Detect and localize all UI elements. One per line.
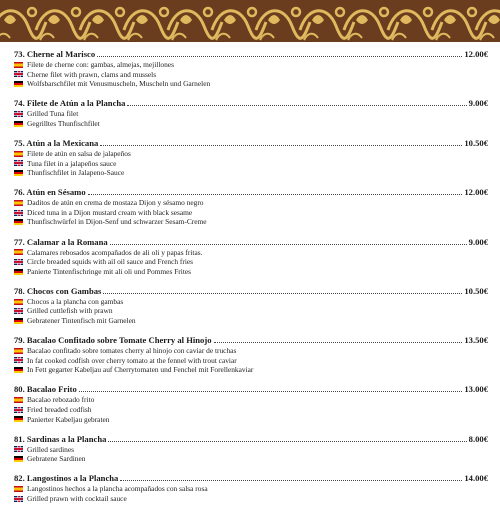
description-text: Cherne filet with prawn, clams and mussels	[27, 69, 157, 79]
description-line	[14, 454, 488, 464]
dish-title: 81. Sardinas a la Plancha	[14, 433, 107, 444]
dotted-leader	[108, 441, 466, 442]
description-text: Grilled sardines	[27, 444, 74, 454]
description-text: Gegrilltes Thunfischfilet	[27, 118, 100, 128]
description-text: Wolfsbarschfilet mit Venusmuscheln, Muscheln und Garnelen	[27, 79, 211, 89]
description-text: Calamares rebosados acompañados de ali oli y papas fritas.	[27, 247, 203, 257]
germany-flag-icon	[14, 416, 23, 422]
dish-header	[14, 237, 488, 248]
menu-list	[14, 49, 488, 513]
description-line	[14, 248, 488, 258]
description-line	[14, 306, 488, 316]
germany-flag-icon	[14, 318, 23, 324]
menu-item	[14, 237, 488, 277]
dish-price: 13.00€	[464, 384, 488, 395]
description-line	[14, 415, 488, 425]
uk-flag-icon	[14, 160, 23, 166]
dish-title: 76. Atún en Sésamo	[14, 187, 86, 198]
description-line	[14, 79, 488, 89]
description-text: Circle breaded squids with ail oil sauce and French fries	[27, 257, 194, 267]
description-text: Grilled Tuna filet	[27, 109, 79, 119]
ornamental-banner	[0, 0, 500, 42]
description-line	[14, 149, 488, 159]
description-line	[14, 484, 488, 494]
description-text: Tuna filet in a jalapeños sauce	[27, 158, 117, 168]
dish-header	[14, 98, 488, 109]
dish-price: 14.00€	[464, 473, 488, 484]
spain-flag-icon	[14, 200, 23, 206]
description-line	[14, 494, 488, 504]
description-line	[14, 70, 488, 80]
uk-flag-icon	[14, 259, 23, 265]
description-line	[14, 257, 488, 267]
spain-flag-icon	[14, 151, 23, 157]
spain-flag-icon	[14, 486, 23, 492]
dotted-leader	[214, 342, 463, 343]
menu-item	[14, 187, 488, 227]
description-line	[14, 445, 488, 455]
description-text: Diced tuna in a Dijon mustard cream with black sesame	[27, 207, 193, 217]
description-line	[14, 159, 488, 169]
description-line	[14, 405, 488, 415]
germany-flag-icon	[14, 81, 23, 87]
dish-price: 10.50€	[464, 285, 488, 296]
uk-flag-icon	[14, 308, 23, 314]
description-line	[14, 365, 488, 375]
description-line	[14, 109, 488, 119]
description-line	[14, 208, 488, 218]
dish-price: 12.00€	[464, 187, 488, 198]
germany-flag-icon	[14, 121, 23, 127]
uk-flag-icon	[14, 407, 23, 413]
uk-flag-icon	[14, 446, 23, 452]
description-line	[14, 217, 488, 227]
description-text: Filete de atún en salsa de jalapeños	[27, 148, 131, 158]
dotted-leader	[79, 391, 463, 392]
dish-header	[14, 286, 488, 297]
spain-flag-icon	[14, 348, 23, 354]
dish-header	[14, 335, 488, 346]
menu-item	[14, 49, 488, 89]
description-text: Gebratener Tintenfisch mit Garnelen	[27, 316, 136, 325]
description-text: Gebratene Sardinen	[27, 454, 86, 464]
description-line	[14, 267, 488, 277]
dish-title: 77. Calamar a la Romana	[14, 236, 108, 247]
dotted-leader	[103, 293, 462, 294]
dish-header	[14, 434, 488, 445]
spain-flag-icon	[14, 299, 23, 305]
germany-flag-icon	[14, 219, 23, 225]
dish-title: 75. Atún a la Mexicana	[14, 137, 99, 148]
description-text: Panierter Kabeljau gebraten	[27, 414, 110, 424]
germany-flag-icon	[14, 456, 23, 462]
description-line	[14, 168, 488, 178]
dish-price: 10.50€	[464, 137, 488, 148]
dish-price: 13.50€	[464, 335, 488, 346]
description-text: Grilled prawn with cocktail sauce	[27, 493, 127, 503]
uk-flag-icon	[14, 496, 23, 502]
uk-flag-icon	[14, 210, 23, 216]
dish-header	[14, 49, 488, 60]
description-text: Thunfischwürfel in Dijon-Senf und schwarzer Sesam-Creme	[27, 217, 207, 227]
description-line	[14, 346, 488, 356]
description-text: Grilled cuttlefish with prawn	[27, 306, 113, 316]
dish-price: 9.00€	[468, 98, 488, 109]
dish-title: 74. Filete de Atún a la Plancha	[14, 98, 126, 109]
menu-item	[14, 473, 488, 503]
description-text: Bacalao confitado sobre tomates cherry al hinojo con caviar de truchas	[27, 346, 237, 356]
dotted-leader	[97, 56, 462, 57]
dotted-leader	[100, 145, 462, 146]
dish-title: 82. Langostinos a la Plancha	[14, 473, 119, 484]
dish-price: 12.00€	[464, 49, 488, 59]
germany-flag-icon	[14, 170, 23, 176]
description-line	[14, 395, 488, 405]
dotted-leader	[120, 480, 462, 481]
menu-item	[14, 384, 488, 424]
spain-flag-icon	[14, 249, 23, 255]
uk-flag-icon	[14, 71, 23, 77]
menu-item	[14, 98, 488, 128]
flourish-pattern-icon	[0, 0, 500, 42]
description-text: Chocos a la plancha con gambas	[27, 296, 124, 306]
dish-title: 73. Cherne al Marisco	[14, 49, 96, 59]
description-line	[14, 119, 488, 129]
description-text: Filete de cherne con: gambas, almejas, mejillones	[27, 60, 174, 69]
description-text: In fat cooked codfish over cherry tomato at the fennel with trout caviar	[27, 355, 237, 365]
description-line	[14, 198, 488, 208]
germany-flag-icon	[14, 367, 23, 373]
description-text: Langostinos hechos a la plancha acompañados con salsa rosa	[27, 484, 208, 494]
dotted-leader	[88, 194, 463, 195]
menu-item	[14, 138, 488, 178]
description-line	[14, 297, 488, 307]
dish-header	[14, 138, 488, 149]
description-text: Panierte Tintenfischringe mit ali oli und Pommes Frites	[27, 266, 192, 276]
uk-flag-icon	[14, 111, 23, 117]
dotted-leader	[110, 244, 467, 245]
spain-flag-icon	[14, 62, 23, 68]
dotted-leader	[127, 105, 466, 106]
dish-header	[14, 473, 488, 484]
description-line	[14, 316, 488, 326]
dish-title: 78. Chocos con Gambas	[14, 285, 102, 296]
description-text: Bacalao rebozado frito	[27, 395, 95, 405]
menu-item	[14, 286, 488, 326]
germany-flag-icon	[14, 269, 23, 275]
description-text: In Fett gegarter Kabeljau auf Cherrytomaten und Fenchel mit Forellenkaviar	[27, 365, 254, 375]
dish-price: 8.00€	[468, 433, 488, 444]
spain-flag-icon	[14, 397, 23, 403]
description-line	[14, 60, 488, 70]
dish-title: 79. Bacalao Confitado sobre Tomate Cherry al Hinojo	[14, 335, 212, 346]
dish-header	[14, 384, 488, 395]
menu-item	[14, 434, 488, 464]
menu-item	[14, 335, 488, 375]
dish-price: 9.00€	[468, 236, 488, 247]
dish-header	[14, 187, 488, 198]
description-text: Thunfischfilet in Jalapeno-Sauce	[27, 168, 125, 178]
description-line	[14, 356, 488, 366]
description-text: Daditos de atún en crema de mostaza Dijon y sésamo negro	[27, 198, 204, 208]
description-text: Fried breaded codfish	[27, 404, 92, 414]
dish-title: 80. Bacalao Frito	[14, 384, 77, 395]
uk-flag-icon	[14, 357, 23, 363]
